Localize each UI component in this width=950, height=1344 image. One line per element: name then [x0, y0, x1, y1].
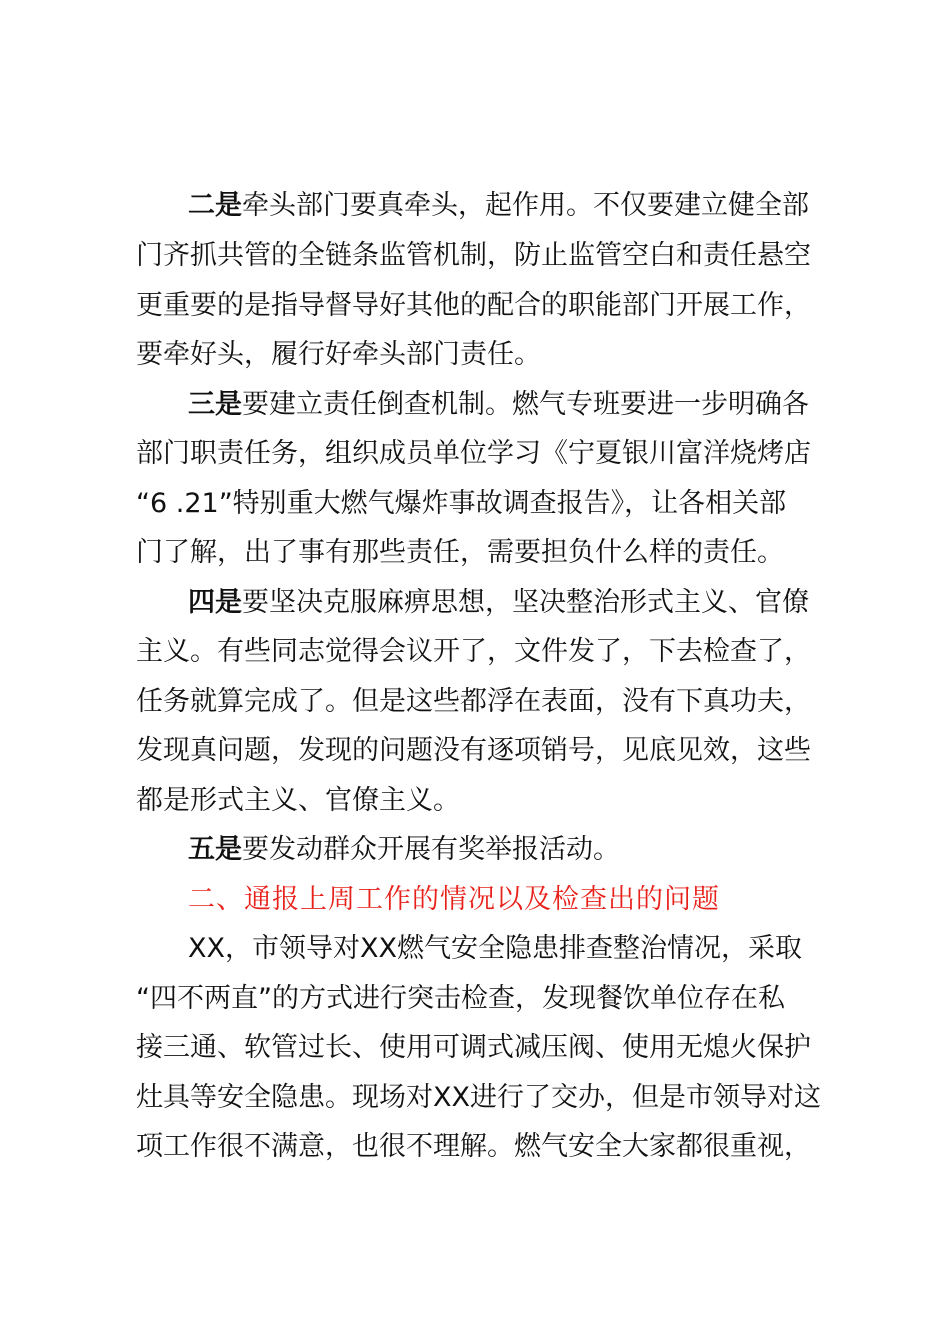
paragraph-2-line-4: 门了解，出了事有那些责任，需要担负什么样的责任。: [136, 537, 784, 568]
section-line-3: 接三通、软管过长、使用可调式减压阀、使用无熄火保护: [136, 1032, 811, 1063]
section-line-5: 项工作很不满意，也很不理解。燃气安全大家都很重视，: [136, 1131, 811, 1162]
paragraph-4-lead: 五是: [188, 834, 242, 865]
paragraph-4-text: 要发动群众开展有奖举报活动。: [242, 834, 620, 865]
paragraph-1-line-2: 门齐抓共管的全链条监管机制，防止监管空白和责任悬空: [136, 240, 811, 271]
paragraph-2-line-3: “6 .21”特别重大燃气爆炸事故调查报告》，让各相关部: [136, 488, 787, 519]
paragraph-1-line-3: 更重要的是指导督导好其他的配合的职能部门开展工作，: [136, 290, 811, 321]
paragraph-1-line-4: 要牵好头，履行好牵头部门责任。: [136, 339, 541, 370]
paragraph-2-line-1: [188, 380, 888, 430]
paragraph-3-line-5: 都是形式主义、官僚主义。: [136, 785, 460, 816]
paragraph-2-lead: 三是: [188, 389, 242, 420]
paragraph-3-line-1: [188, 578, 888, 628]
paragraph-2-text: 要建立责任倒查机制。燃气专班要进一步明确各: [242, 389, 809, 420]
paragraph-3-line-2: 主义。有些同志觉得会议开了，文件发了，下去检查了，: [136, 636, 811, 667]
section-line-2: “四不两直”的方式进行突击检查，发现餐饮单位存在私: [136, 983, 785, 1014]
section-line-4: 灶具等安全隐患。现场对XX进行了交办，但是市领导对这: [136, 1082, 821, 1113]
paragraph-1-lead: 二是: [188, 190, 242, 221]
paragraph-1-line-1: [188, 181, 888, 231]
paragraph-1-text: 牵头部门要真牵头，起作用。不仅要建立健全部: [242, 190, 809, 221]
paragraph-3-lead: 四是: [188, 587, 242, 618]
paragraph-3-text: 要坚决克服麻痹思想，坚决整治形式主义、官僚: [242, 587, 809, 618]
paragraph-3-line-4: 发现真问题，发现的问题没有逐项销号，见底见效，这些: [136, 735, 811, 766]
section-heading: 二、通报上周工作的情况以及检查出的问题: [188, 884, 720, 915]
paragraph-3-line-3: 任务就算完成了。但是这些都浮在表面，没有下真功夫，: [136, 686, 811, 717]
paragraph-4-line-1: [188, 825, 888, 875]
section-line-1: XX，市领导对XX燃气安全隐患排查整治情况，采取: [188, 933, 802, 964]
paragraph-2-line-2: 部门职责任务，组织成员单位学习《宁夏银川富洋烧烤店: [136, 438, 811, 469]
